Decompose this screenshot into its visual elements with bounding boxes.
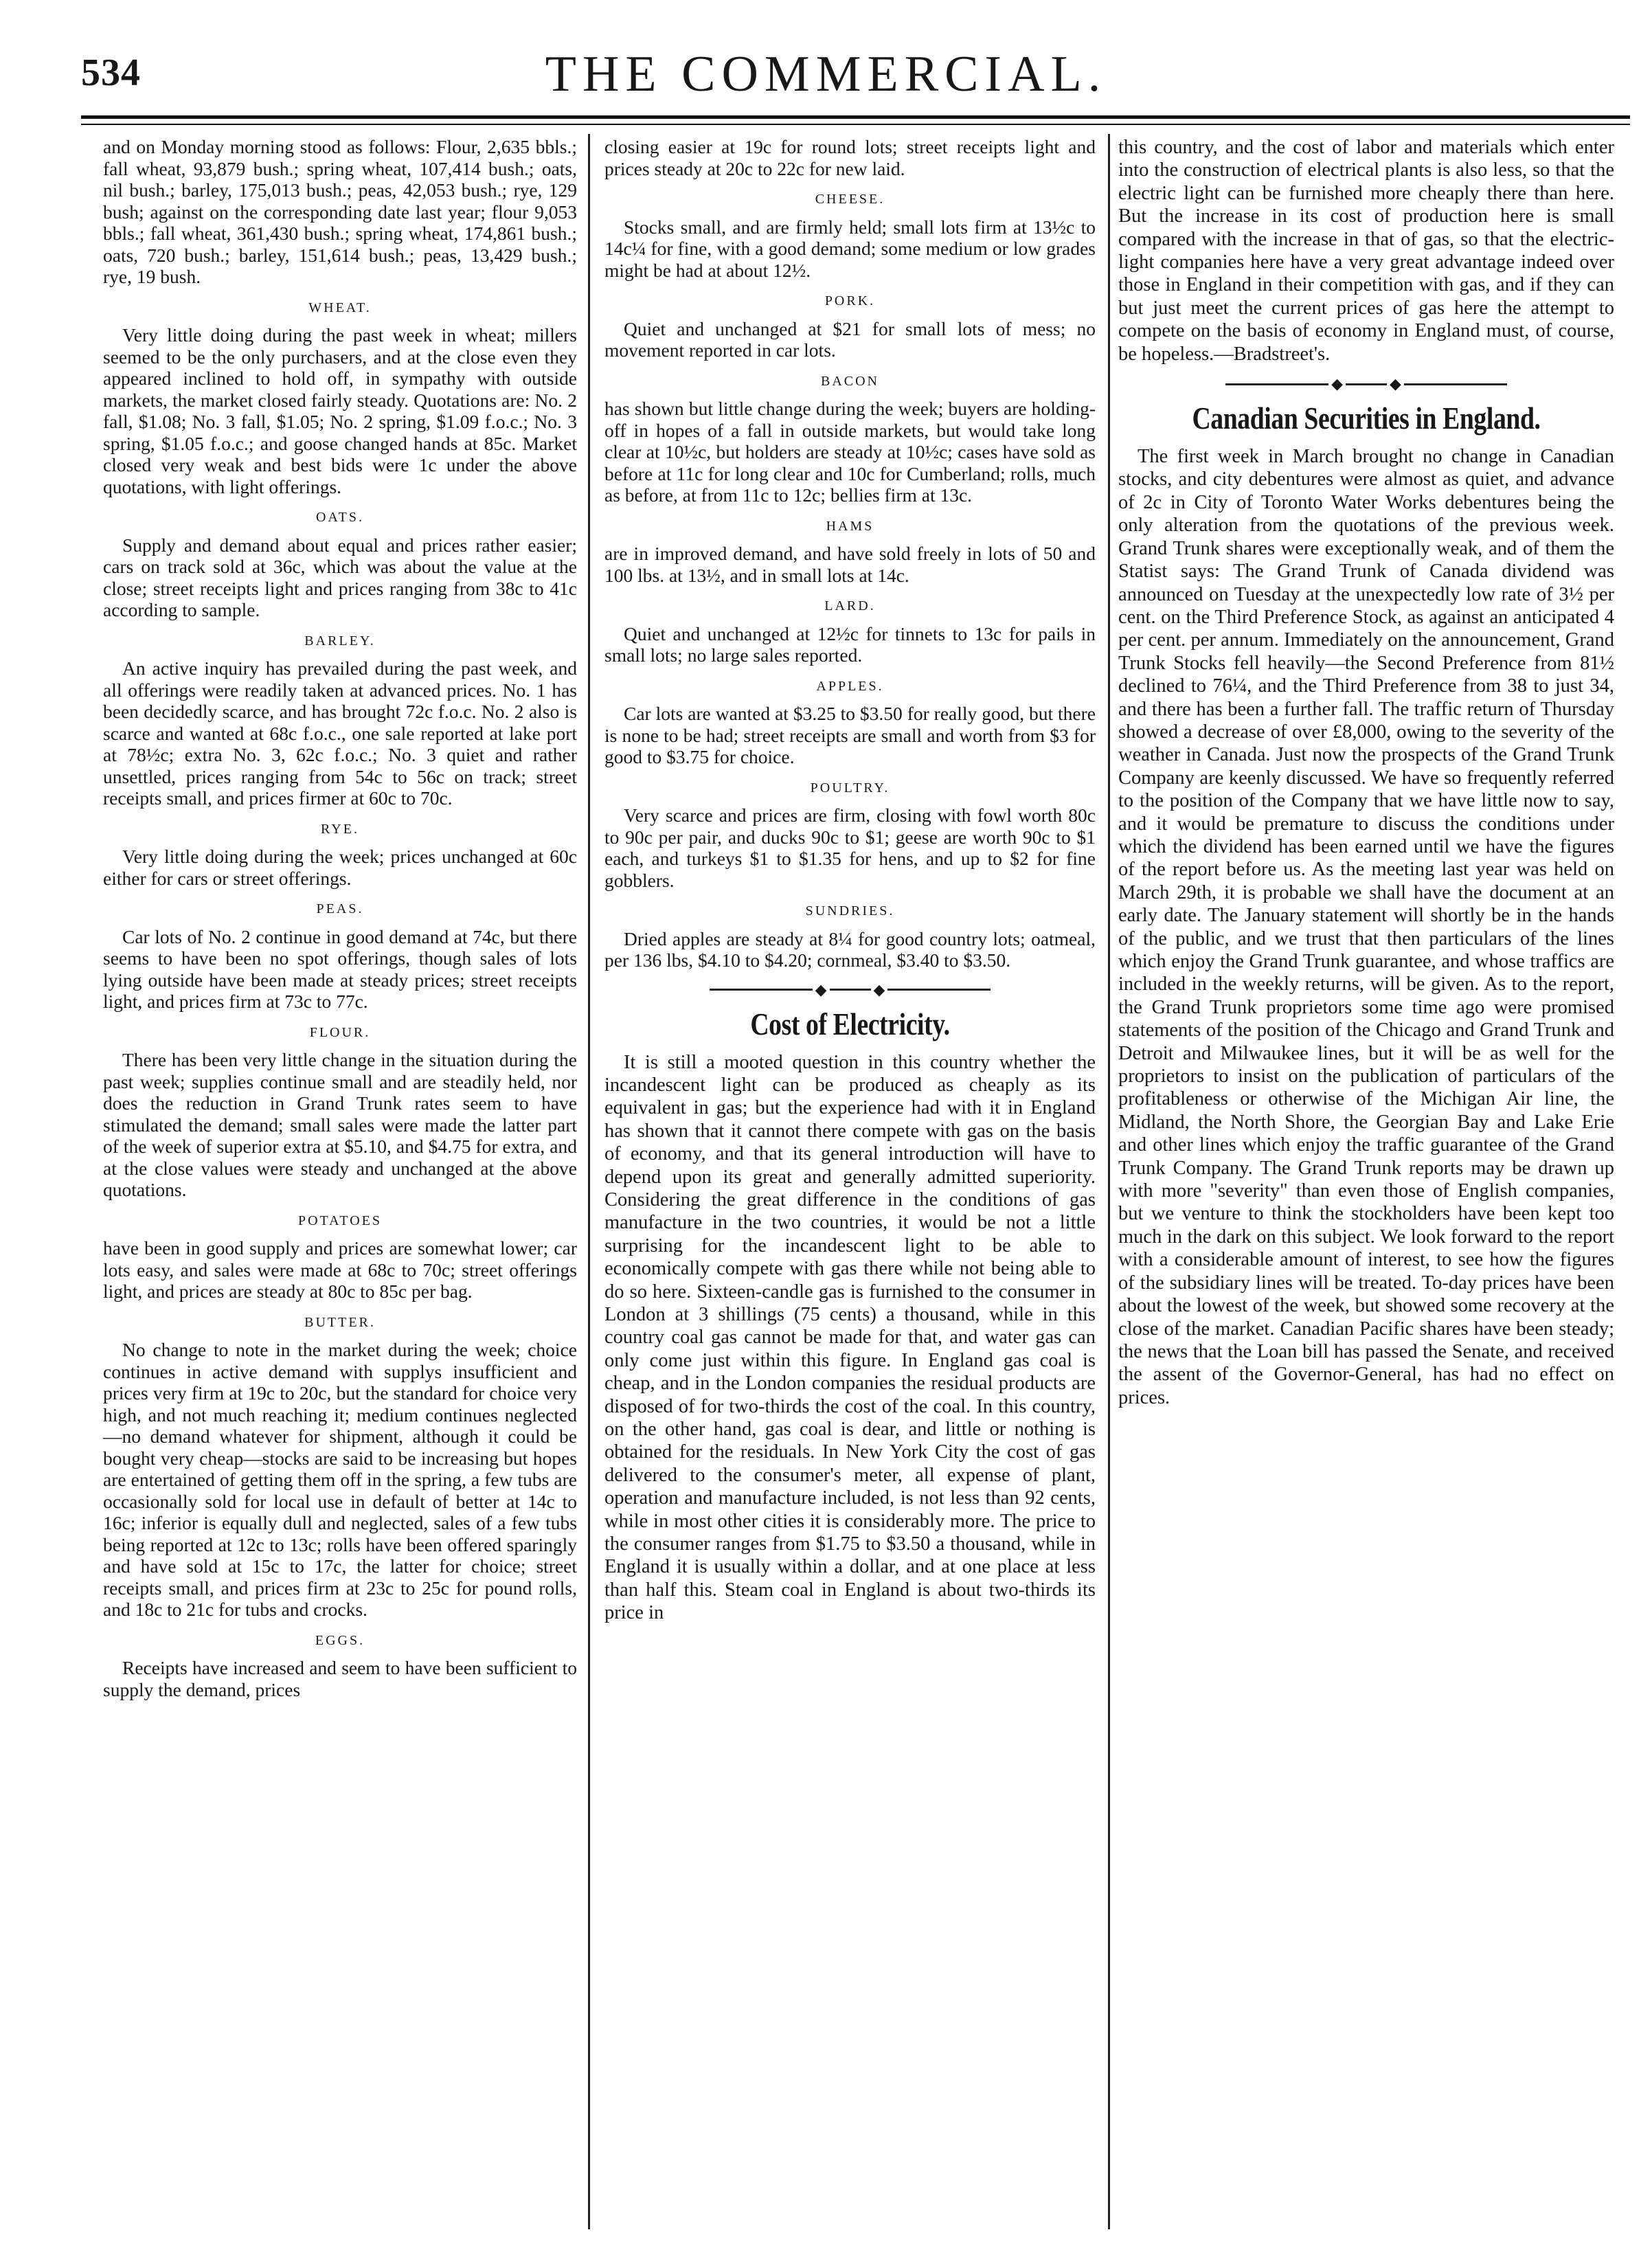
electricity-continued-paragraph: this country, and the cost of labor and materials which enter into the construction of electrical plants is also less, so that the electric light can be furnished more cheaply there than here. But the increase in its cost of production here is small compared with the increase in that of gas, so that the electric-light companies here have a very great advantage indeed over those in England in their competition with gas, and if they can but just meet the current prices of gas here the attempt to compete on the basis of economy in England must, of course, be hopeless.—Bradstreet's.	[1118, 137, 1614, 365]
market-receipts-paragraph: and on Monday morning stood as follows: Flour, 2,635 bbls.; fall wheat, 93,879 bush.; spring wheat, 107,414 bush.; oats, nil bush.; barley, 175,013 bush.; peas, 42,053 bush.; rye, 129 bush; against on the corresponding date last year; flour 9,053 bbls.; fall wheat, 361,430 bush.; spring wheat, 174,861 bush.; oats, 720 bush.; barley, 151,614 bush.; peas, 13,429 bush.; rye, 19 bush.	[103, 136, 577, 287]
section-heading-pork: PORK.	[824, 293, 876, 308]
eggs-paragraph: Receipts have increased and seem to have been sufficient to supply the demand, prices	[103, 1657, 577, 1700]
securities-article-paragraph: The first week in March brought no change in Canadian stocks, and city debentures were almost as quiet, and advance of 2c in City of Toronto Water Works debentures being the only alteration from the quotations of the previous week. Grand Trunk shares were exceptionally weak, and of them the Statist says: The Grand Trunk of Canada dividend was announced on Tuesday at the unexpectedly low rate of 3½ per cent. on the Third Preference Stock, as against an anticipated 4 per cent. per annum. Immediately on the announcement, Grand Trunk Stocks fell heavily—the Second Preference from 81½ declined to 76¼, and the Third Preference from 38 to just 34, and there has been a further fall. The traffic return of Thursday showed a decrease of over £8,000, owing to the severity of the weather in Canada. Just now the prospects of the Grand Trunk Company are keenly discussed. We have so frequently referred to the position of the Company that we have little now to say, and it would be premature to discuss the conditions under which the dividend has been earned until we have the figures of the report before us. As the meeting last year was held on March 29th, it is probable we shall have the document at an early date. The January statement will shortly be in the hands of the public, and we trust that then particulars of the lines which enjoy the Grand Trunk guarantee, and whose traffics are included in the weekly returns, will be given. As to the report, the Grand Trunk proprietors some time ago were promised statements of the position of the Chicago and Grand Trunk and Detroit and Milwaukee lines, but it will be as well for the proprietors to insist on the publication of particulars of the profitableness or otherwise of the Michigan Air line, the Midland, the North Shore, the Georgian Bay and Lake Erie and other lines which enjoy the traffic guarantee of the Grand Trunk Company. The Grand Trunk reports may be drawn up with more "severity" than even those of English companies, but we venture to think the stockholders have been kept too much in the dark on this subject. We look forward to the report with a considerable amount of interest, to see how the figures of the subsidiary lines will be treated. To-day prices have been about the lowest of the week, but showed some recovery at the close of the market. Canadian Pacific shares have been steady; the news that the Loan bill has passed the Senate, and received the assent of the Governor-General, has had no effect on prices.	[1118, 446, 1614, 1408]
section-ornament: ◆ ◆	[604, 981, 1096, 999]
flour-paragraph: There has been very little change in the situation during the past week; supplies continue small and are steadily held, nor does the reduction in Grand Trunk rates seem to have stimulated the demand; small sales were made the latter part of the week of superior extra at $5.10, and $4.75 for extra, and at the close values were steady and unchanged at the above quotations.	[103, 1049, 577, 1200]
section-heading-bacon: BACON	[820, 373, 879, 389]
hams-paragraph: are in improved demand, and have sold freely in lots of 50 and 100 lbs. at 13½, and in small lots at 14c.	[604, 543, 1096, 586]
section-heading-butter: BUTTER.	[304, 1314, 376, 1330]
column-divider-right	[1108, 134, 1110, 2229]
section-heading-barley: BARLEY.	[304, 633, 376, 649]
pork-paragraph: Quiet and unchanged at $21 for small lots of mess; no movement reported in car lots.	[604, 317, 1096, 361]
electricity-article-paragraph: It is still a mooted question in this country whether the incandescent light can be produced as cheaply as its equivalent in gas; but the experience had with it in England has shown that it cannot there compete with gas on the basis of economy, and that its general introduction will have to depend upon its great and generally admitted superiority. Considering the great difference in the conditions of gas manufacture in the two countries, it would be not a little surprising for the incandescent light to be able to economically compete with gas there while not being able to do so here. Sixteen-candle gas is furnished to the consumer in London at 3 shillings (75 cents) a thousand, while in this country coal gas cannot be made for that, and water gas can only come just within this figure. In England gas coal is cheap, and in the London companies the residual products are disposed of for two-thirds the cost of the coal. In this country, on the other hand, gas coal is dear, and little or nothing is obtained for the residuals. In New York City the cost of gas delivered to the consumer's meter, all expense of plant, operation and manufacture included, is not less than 92 cents, while in most other cities it is considerably more. The price to the consumer ranges from $1.75 to $3.50 a thousand, while in England it is usually within a dollar, and at one place at less than half this. Steam coal in England is about two-thirds its price in	[604, 1051, 1096, 1624]
section-heading-rye: RYE.	[321, 821, 359, 837]
masthead: THE COMMERCIAL.	[545, 46, 1107, 102]
eggs-continued-paragraph: closing easier at 19c for round lots; street receipts light and prices steady at 20c to 22c for new laid.	[604, 136, 1096, 179]
section-heading-sundries: SUNDRIES.	[805, 903, 895, 919]
butter-paragraph: No change to note in the market during the week; choice continues in active demand with supplys insufficient and prices very firm at 19c to 20c, but the standard for choice very high, and not much reaching it; medium continues neglected—no demand whatever for shipment, although it could be bought very cheap—stocks are said to be increasing but hopes are entertained of getting them off in the spring, a few tubs are occasionally sold for local use in default of better at 14c to 16c; inferior is equally dull and neglected, sales of a few tubs being reported at 12c to 13c; rolls have been offered sparingly and have sold at 15c to 17c, the latter for choice; street receipts small, and prices firm at 23c to 25c for pound rolls, and 18c to 21c for tubs and crocks.	[103, 1339, 577, 1620]
article-title-canadian-securities: Canadian Securities in England.	[1192, 401, 1541, 436]
barley-paragraph: An active inquiry has prevailed during the past week, and all offerings were readily taken at advanced prices. No. 1 has been decidedly scarce, and has brought 72c f.o.c. No. 2 also is scarce and wanted at 68c f.o.c., one sale reported at lake port at 78½c; extra No. 3, 62c f.o.c.; No. 3 quiet and rather unsettled, prices ranging from 54c to 56c on track; street receipts small, and prices firmer at 60c to 70c.	[103, 657, 577, 809]
section-heading-wheat: WHEAT.	[308, 300, 372, 315]
section-ornament: ◆ ◆	[1118, 375, 1614, 393]
peas-paragraph: Car lots of No. 2 continue in good demand at 74c, but there seems to have been no spot offerings, though sales of lots lying outside have been made at steady prices; street receipts light, and prices firm at 73c to 77c.	[103, 925, 577, 1012]
poultry-paragraph: Very scarce and prices are firm, closing with fowl worth 80c to 90c per pair, and ducks 90c to $1; geese are worth 90c to $1 each, and turkeys $1 to $1.35 for hens, and up to $2 for fine gobblers.	[604, 804, 1096, 891]
section-heading-hams: HAMS	[826, 518, 874, 534]
section-heading-lard: LARD.	[824, 598, 876, 613]
lard-paragraph: Quiet and unchanged at 12½c for tinnets to 13c for pails in small lots; no large sales reported.	[604, 622, 1096, 666]
column-articles	[1118, 136, 1614, 2252]
sundries-paragraph: Dried apples are steady at 8¼ for good country lots; oatmeal, per 136 lbs, $4.10 to $4.20; cornmeal, $3.40 to $3.50.	[604, 927, 1096, 971]
section-heading-peas: PEAS.	[316, 901, 364, 916]
bacon-paragraph: has shown but little change during the week; buyers are holding-off in hopes of a fall in outside markets, but would take long clear at 10½c, but holders are steady at 10½c; cases have sold as before at 11c for long clear and 10c for Cumberland; rolls, much as before, at from 11c to 12c; bellies firm at 13c.	[604, 398, 1096, 506]
section-heading-poultry: POULTRY.	[810, 780, 890, 796]
header-rule-thick	[81, 115, 1630, 119]
section-heading-cheese: CHEESE.	[815, 192, 885, 207]
section-heading-eggs: EGGS.	[315, 1632, 365, 1648]
header-rule-thin	[81, 124, 1630, 125]
article-title-cost-of-electricity: Cost of Electricity.	[750, 1006, 950, 1041]
column-markets-1	[103, 136, 577, 2252]
cheese-paragraph: Stocks small, and are firmly held; small lots firm at 13½c to 14c¼ for fine, with a good demand; some medium or low grades might be had at about 12½.	[604, 216, 1096, 281]
rye-paragraph: Very little doing during the week; prices unchanged at 60c either for cars or street offerings.	[103, 846, 577, 889]
page-number: 534	[81, 52, 141, 94]
section-heading-apples: APPLES.	[816, 678, 884, 694]
column-divider-left	[588, 134, 590, 2229]
column-markets-2	[604, 136, 1096, 2252]
oats-paragraph: Supply and demand about equal and prices rather easier; cars on track sold at 36c, which was about the value at the close; street receipts light and prices ranging from 38c to 41c according to sample.	[103, 534, 577, 620]
wheat-paragraph: Very little doing during the past week in wheat; millers seemed to be the only purchasers, and at the close even they appeared inclined to hold off, in sympathy with outside markets, the market closed fairly steady. Quotations are: No. 2 fall, $1.08; No. 3 fall, $1.05; No. 2 spring, $1.09 f.o.c.; No. 3 spring, $1.05 f.o.c.; and goose changed hands at 85c. Market closed very weak and best bids were 1c under the above quotations, with light offerings.	[103, 324, 577, 497]
apples-paragraph: Car lots are wanted at $3.25 to $3.50 for really good, but there is none to be had; street receipts are small and worth from $3 for good to $3.75 for choice.	[604, 703, 1096, 767]
section-heading-flour: FLOUR.	[309, 1024, 371, 1040]
potatoes-paragraph: have been in good supply and prices are somewhat lower; car lots easy, and sales were made at 68c to 70c; street offerings light, and prices are steady at 80c to 85c per bag.	[103, 1237, 577, 1302]
section-heading-potatoes: POTATOES	[297, 1213, 383, 1228]
section-heading-oats: OATS.	[315, 510, 364, 525]
